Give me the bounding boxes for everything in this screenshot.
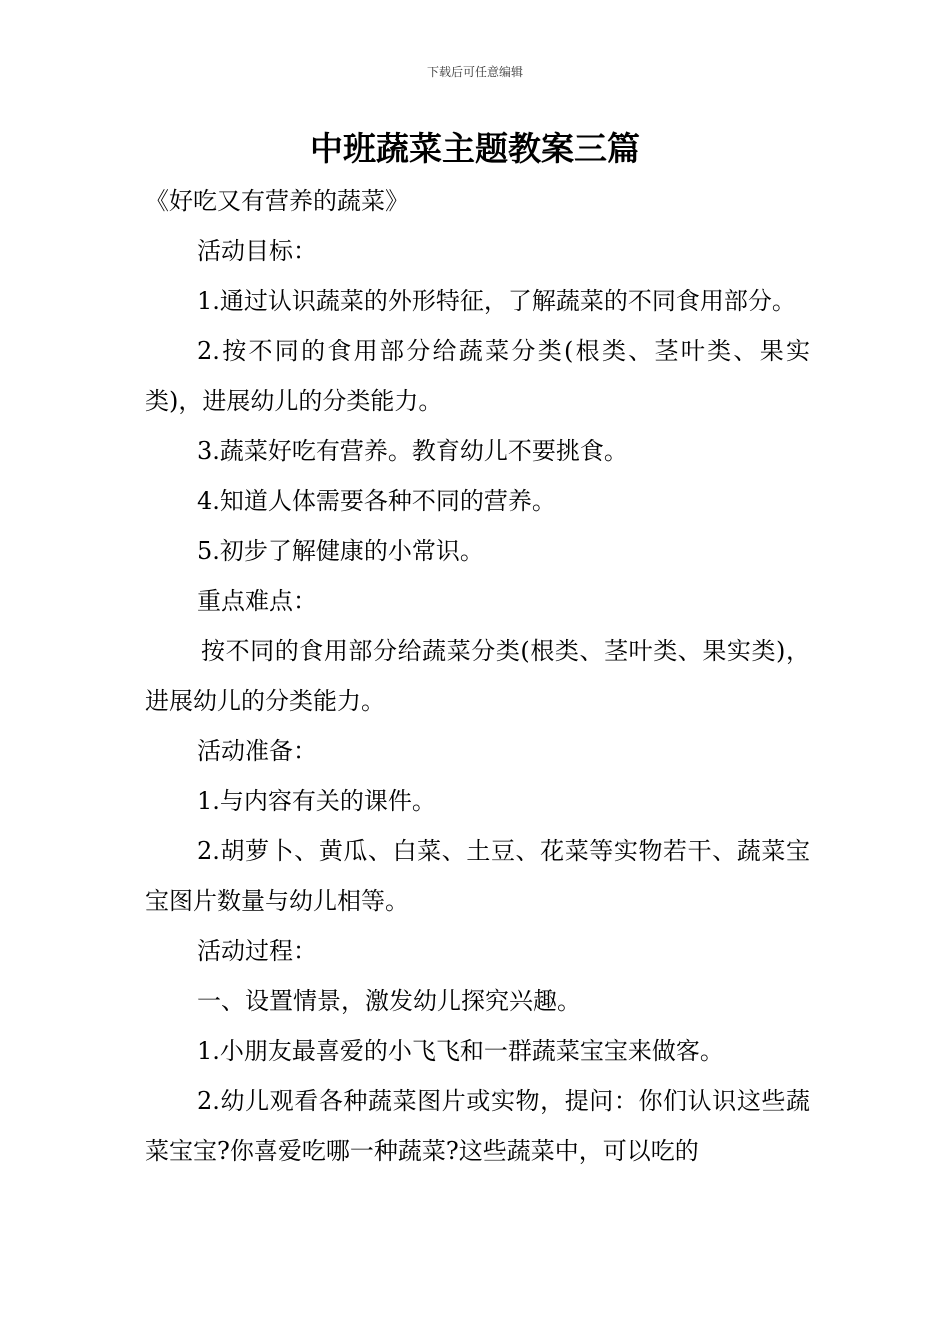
process-item-2: 2.幼儿观看各种蔬菜图片或实物，提问：你们认识这些蔬菜宝宝?你喜爱吃哪一种蔬菜?这些蔬菜中，可以吃的 [145,1087,810,1165]
document-title: 中班蔬菜主题教案三篇 [310,129,640,168]
preparation-item-1: 1.与内容有关的课件。 [197,787,436,815]
key-points-paragraph: 按不同的食用部分给蔬菜分类(根类、茎叶类、果实类)，进展幼儿的分类能力。 [145,637,810,715]
goal-item-1: 1.通过认识蔬菜的外形特征，了解蔬菜的不同食用部分。 [197,287,796,315]
section-heading-preparation: 活动准备： [197,737,317,765]
section-heading-goals: 活动目标： [197,237,317,265]
subtitle-paragraph: 《好吃又有营养的蔬菜》 [145,187,409,215]
goal-item-2: 2.按不同的食用部分给蔬菜分类(根类、茎叶类、果实类)，进展幼儿的分类能力。 [145,337,810,415]
process-item-1: 1.小朋友最喜爱的小飞飞和一群蔬菜宝宝来做客。 [197,1037,724,1065]
goal-item-3: 3.蔬菜好吃有营养。教育幼儿不要挑食。 [197,437,628,465]
page-header-note: 下载后可任意编辑 [426,65,523,79]
section-heading-key-points: 重点难点： [197,587,317,615]
preparation-item-2: 2.胡萝卜、黄瓜、白菜、土豆、花菜等实物若干、蔬菜宝宝图片数量与幼儿相等。 [145,837,810,915]
section-heading-process: 活动过程： [197,937,317,965]
process-step-heading-1: 一、设置情景，激发幼儿探究兴趣。 [197,987,581,1015]
document-body [145,176,810,1176]
goal-item-5: 5.初步了解健康的小常识。 [197,537,484,565]
goal-item-4: 4.知道人体需要各种不同的营养。 [197,487,556,515]
